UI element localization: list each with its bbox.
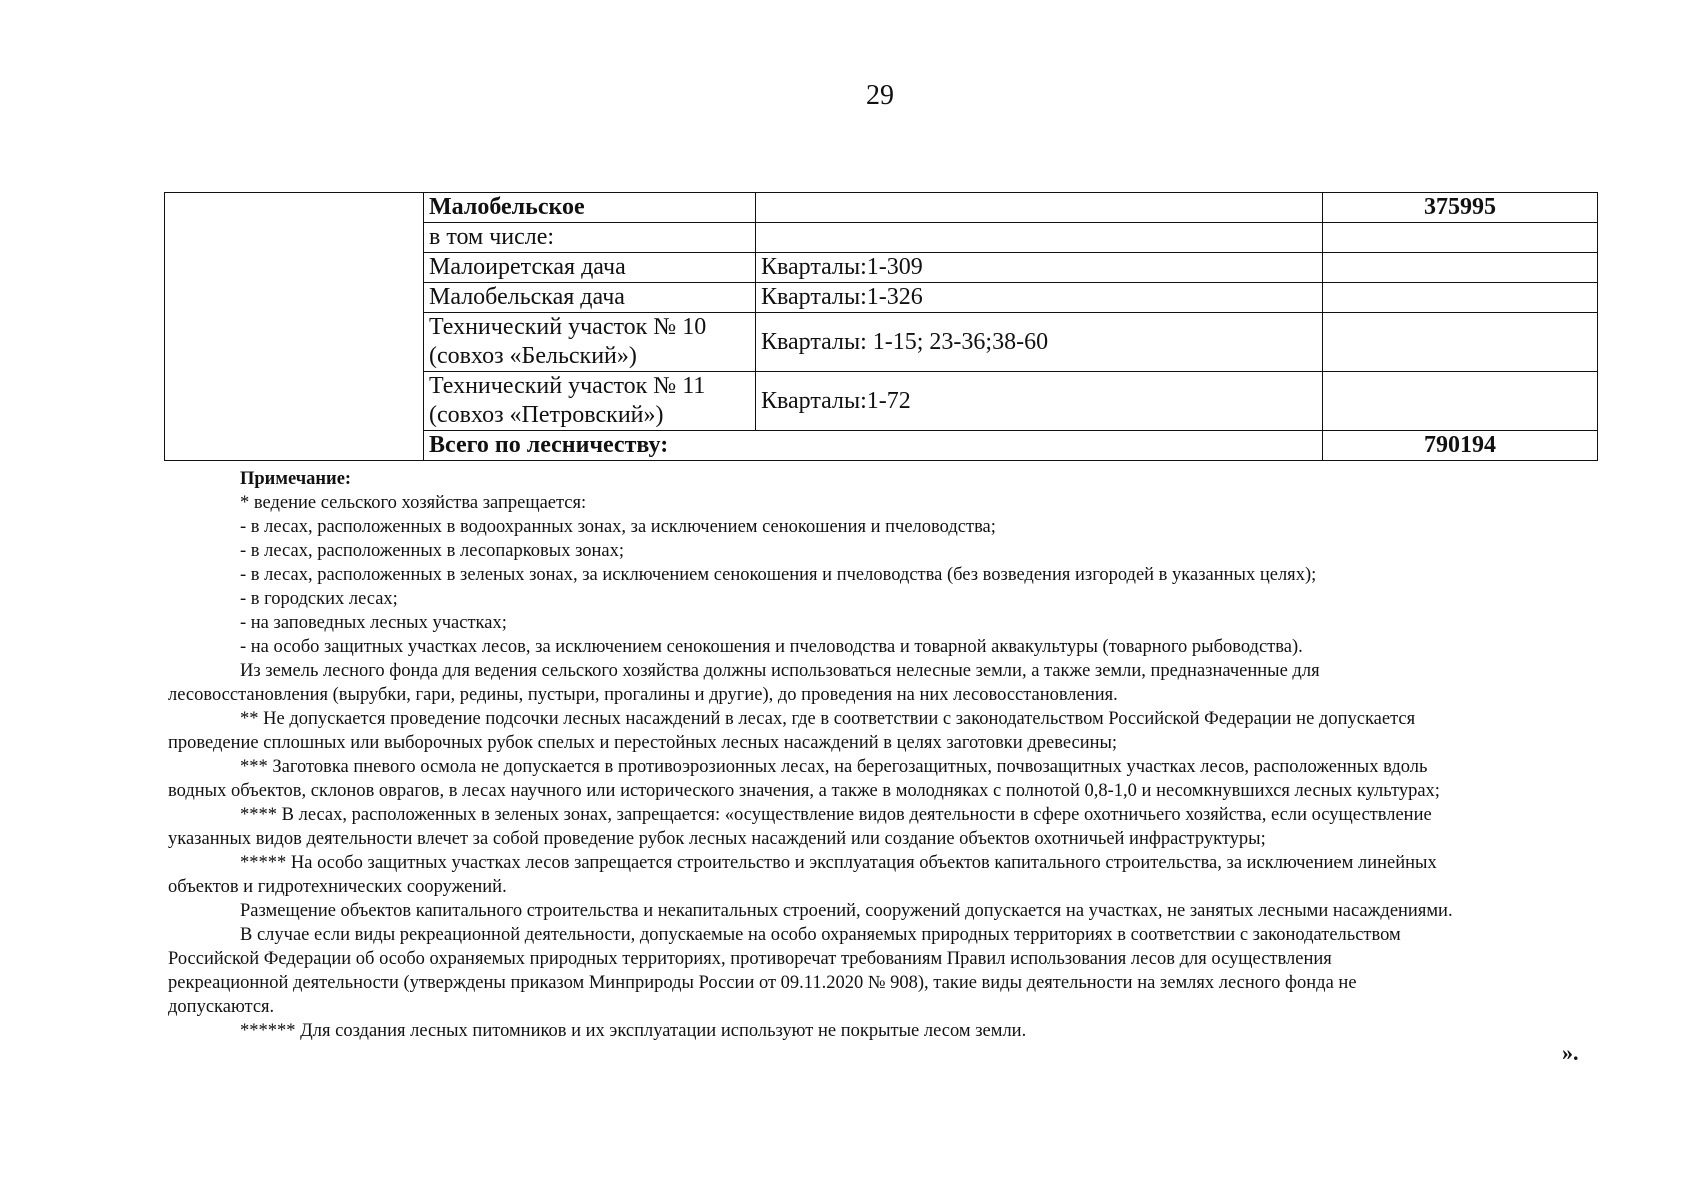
ag-item: - в лесах, расположенных в зеленых зонах, за исключением сенокошения и пчеловодства (без возведения изгородей в указанных целях); <box>240 565 1317 585</box>
note-paragraph-line: Размещение объектов капитального строительства и некапитальных строений, сооружений допускается на участках, не занятых лесными насаждениями. <box>240 901 1453 921</box>
area-cell <box>1323 313 1598 372</box>
dacha-name: Малоиретская дача <box>424 253 756 283</box>
quarters-cell <box>756 193 1323 223</box>
area-cell <box>1323 223 1598 253</box>
area-cell: 375995 <box>1323 193 1598 223</box>
note-paragraph-line: ****** Для создания лесных питомников и их эксплуатации используют не покрытые лесом земли. <box>240 1021 1027 1041</box>
notes-heading: Примечание: <box>240 469 352 489</box>
ag-item: - в лесах, расположенных в лесопарковых зонах; <box>240 541 625 561</box>
note-paragraph-line: проведение сплошных или выборочных рубок спелых и перестойных лесных насаждений в целях заготовки древесины; <box>168 733 1118 753</box>
tech-plot-line1: Технический участок № 10 <box>429 314 707 340</box>
note-paragraph-line: ***** На особо защитных участках лесов запрещается строительство и эксплуатация объектов капитального строительства, за исключением линейных <box>240 853 1437 873</box>
area-cell <box>1323 253 1598 283</box>
tech-plot-name <box>424 313 756 372</box>
notes-section <box>168 467 1588 1043</box>
note-paragraph-line: **** В лесах, расположенных в зеленых зонах, запрещается: «осуществление видов деятельности в сфере охотничьего хозяйства, если осуществление <box>240 805 1432 825</box>
quarters-cell: Кварталы: 1-15; 23-36;38-60 <box>756 313 1323 372</box>
ag-item: - в лесах, расположенных в водоохранных зонах, за исключением сенокошения и пчеловодства; <box>240 517 996 537</box>
area-cell <box>1323 283 1598 313</box>
page-number: 29 <box>866 80 894 111</box>
area-cell <box>1323 372 1598 431</box>
tech-plot-line2: (совхоз «Петровский») <box>429 402 664 428</box>
forestry-table <box>164 192 1598 461</box>
ag-title: * ведение сельского хозяйства запрещается: <box>240 493 587 513</box>
total-value: 790194 <box>1323 431 1598 461</box>
total-label: Всего по лесничеству: <box>424 431 1323 461</box>
quarters-cell: Кварталы:1-309 <box>756 253 1323 283</box>
quarters-cell <box>756 223 1323 253</box>
subheading-cell: в том числе: <box>424 223 756 253</box>
district-name: Малобельское <box>424 193 756 223</box>
note-paragraph-line: указанных видов деятельности влечет за собой проведение рубок лесных насаждений или создание объектов охотничьей инфраструктуры; <box>168 829 1266 849</box>
empty-left-cell <box>165 193 424 461</box>
tech-plot-line2: (совхоз «Бельский») <box>429 343 637 369</box>
ag-item: - в городских лесах; <box>240 589 398 609</box>
note-paragraph-line: В случае если виды рекреационной деятельности, допускаемые на особо охраняемых природных территориях в соответствии с законодательством <box>240 925 1401 945</box>
table-row <box>165 193 1598 223</box>
quarters-cell: Кварталы:1-326 <box>756 283 1323 313</box>
ag-item: - на особо защитных участках лесов, за исключением сенокошения и пчеловодства и товарной аквакультуры (товарного рыбоводства). <box>240 637 1303 657</box>
quarters-cell: Кварталы:1-72 <box>756 372 1323 431</box>
note-paragraph-line: водных объектов, склонов оврагов, в лесах научного или исторического значения, а также в молодняках с полнотой 0,8-1,0 и несомкнувшихся лесных культурах; <box>168 781 1440 801</box>
note-paragraph-line: ** Не допускается проведение подсочки лесных насаждений в лесах, где в соответствии с законодательством Российской Федерации не допускается <box>240 709 1416 729</box>
note-paragraph-line: допускаются. <box>168 997 275 1017</box>
dacha-name: Малобельская дача <box>424 283 756 313</box>
tech-plot-line1: Технический участок № 11 <box>429 373 706 399</box>
closing-quote-mark: ». <box>1562 1040 1579 1065</box>
note-paragraph-line: рекреационной деятельности (утверждены приказом Минприроды России от 09.11.2020 № 908), такие виды деятельности на землях лесного фонда не <box>168 973 1357 993</box>
note-paragraph-line: Из земель лесного фонда для ведения сельского хозяйства должны использоваться нелесные земли, а также земли, предназначенные для <box>240 661 1320 681</box>
note-paragraph-line: лесовосстановления (вырубки, гари, редины, пустыри, прогалины и другие), до проведения на них лесовосстановления. <box>168 685 1118 705</box>
tech-plot-name <box>424 372 756 431</box>
note-paragraph-line: Российской Федерации об особо охраняемых природных территориях, противоречат требованиям Правил использования лесов для осуществления <box>168 949 1332 969</box>
ag-item: - на заповедных лесных участках; <box>240 613 507 633</box>
note-paragraph-line: *** Заготовка пневого осмола не допускается в противоэрозионных лесах, на берегозащитных, почвозащитных участках лесов, расположенных вдоль <box>240 757 1428 777</box>
note-paragraph-line: объектов и гидротехнических сооружений. <box>168 877 507 897</box>
